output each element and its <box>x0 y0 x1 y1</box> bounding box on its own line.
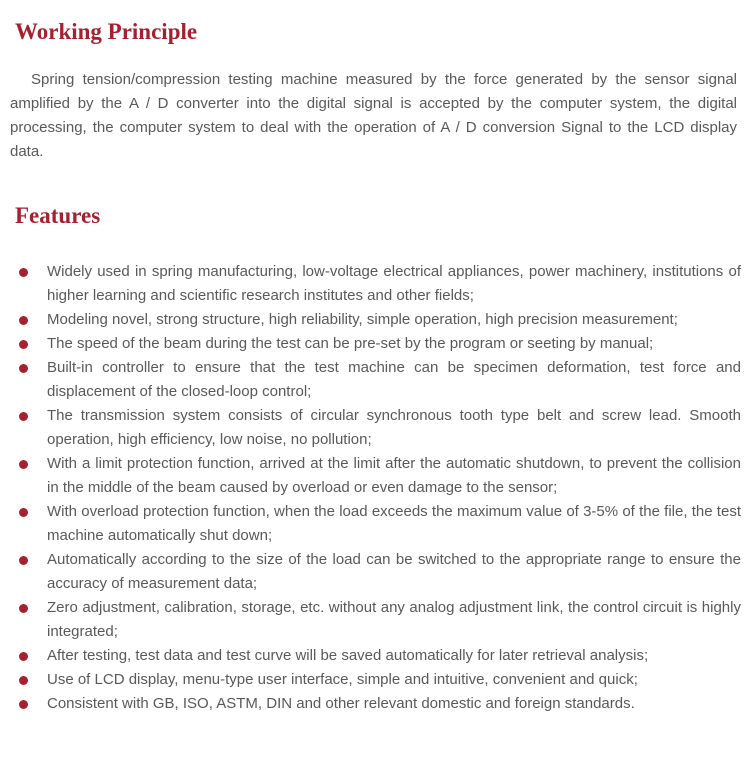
list-item <box>0 500 750 548</box>
bullet-icon <box>19 268 28 277</box>
list-item <box>0 356 750 404</box>
list-item <box>0 668 750 692</box>
list-item-text: Automatically according to the size of the load can be switched to the appropriate range to ensure the accuracy of measurement data; <box>47 551 741 592</box>
working-principle-heading: Working Principle <box>15 19 198 44</box>
bullet-icon <box>19 556 28 565</box>
list-item-text: Modeling novel, strong structure, high reliability, simple operation, high precision measurement; <box>47 311 678 328</box>
bullet-icon <box>19 412 28 421</box>
bullet-icon <box>19 364 28 373</box>
list-item-text: Widely used in spring manufacturing, low-voltage electrical appliances, power machinery, institutions of higher learning and scientific research institutes and other fields; <box>47 263 741 304</box>
bullet-icon <box>19 460 28 469</box>
list-item-text: Built-in controller to ensure that the test machine can be specimen deformation, test force and displacement of the closed-loop control; <box>47 359 741 400</box>
list-item <box>0 260 750 308</box>
list-item-text: With overload protection function, when the load exceeds the maximum value of 3-5% of the file, the test machine automatically shut down; <box>47 503 741 544</box>
bullet-icon <box>19 508 28 517</box>
list-item <box>0 404 750 452</box>
bullet-icon <box>19 604 28 613</box>
list-item <box>0 596 750 644</box>
list-item <box>0 692 750 716</box>
list-item-text: After testing, test data and test curve will be saved automatically for later retrieval analysis; <box>47 647 649 664</box>
feature-list <box>0 260 750 716</box>
bullet-icon <box>19 700 28 709</box>
list-item <box>0 332 750 356</box>
list-item-text: The transmission system consists of circular synchronous tooth type belt and screw lead. Smooth operation, high efficiency, low noise, no pollution; <box>47 407 741 448</box>
working-principle-paragraph: Spring tension/compression testing machine measured by the force generated by the sensor signal amplified by the A / D converter into the digital signal is accepted by the computer system, the digital processing, the computer system to deal with the operation of A / D conversion Signal to the LCD display data. <box>10 71 737 160</box>
list-item <box>0 644 750 668</box>
list-item-text: Zero adjustment, calibration, storage, etc. without any analog adjustment link, the control circuit is highly integrated; <box>47 599 741 640</box>
bullet-icon <box>19 676 28 685</box>
features-heading: Features <box>15 203 101 228</box>
list-item <box>0 308 750 332</box>
list-item-text: Use of LCD display, menu-type user interface, simple and intuitive, convenient and quick; <box>47 671 638 688</box>
bullet-icon <box>19 340 28 349</box>
list-item-text: Consistent with GB, ISO, ASTM, DIN and other relevant domestic and foreign standards. <box>47 695 635 712</box>
bullet-icon <box>19 316 28 325</box>
list-item-text: With a limit protection function, arrived at the limit after the automatic shutdown, to prevent the collision in the middle of the beam caused by overload or even damage to the sensor; <box>47 455 741 496</box>
bullet-icon <box>19 652 28 661</box>
list-item <box>0 548 750 596</box>
list-item-text: The speed of the beam during the test can be pre-set by the program or seeting by manual; <box>47 335 654 352</box>
list-item <box>0 452 750 500</box>
